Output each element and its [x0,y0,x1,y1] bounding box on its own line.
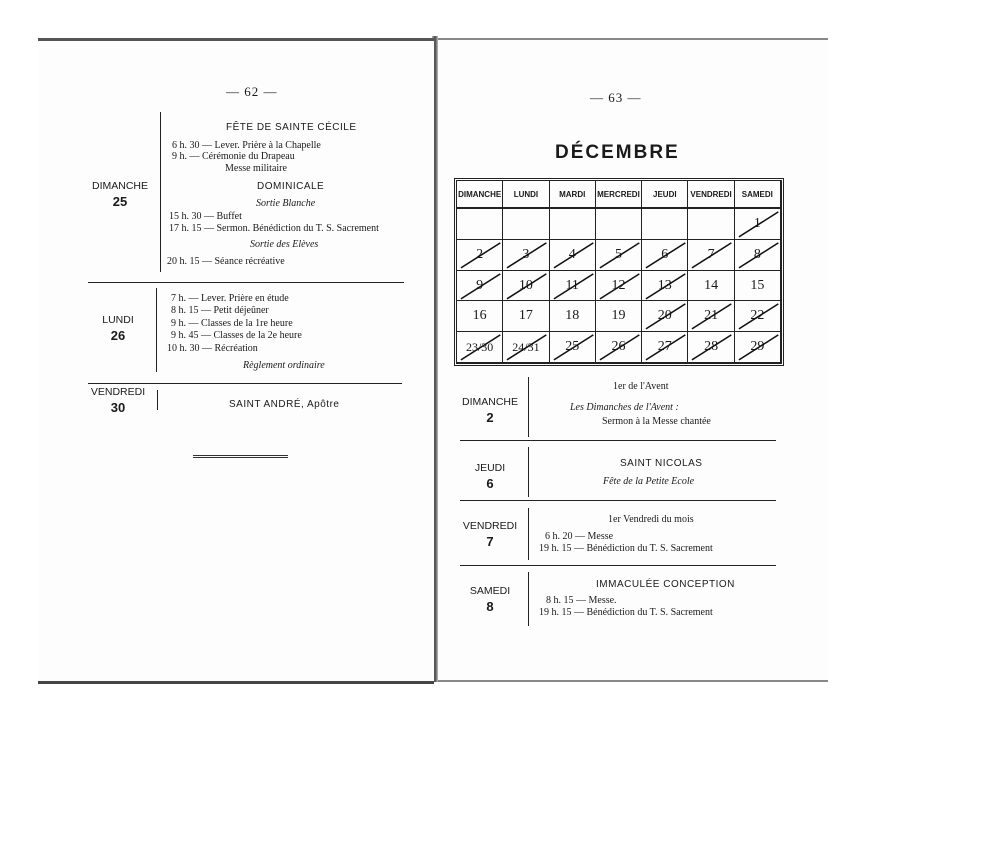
cross-out-mark [642,271,687,301]
cross-out-mark [457,271,502,301]
cross-out-mark [550,271,595,301]
section-rule [460,440,776,441]
day-label: SAMEDI 8 [469,585,511,614]
calendar-day-number: 15 [750,277,765,293]
schedule-line: 19 h. 15 — Bénédiction du T. S. Sacrement [539,543,713,554]
cross-out-mark [503,332,548,362]
schedule-line: 9 h. — Cérémonie du Drapeau [172,151,295,162]
event-heading: 1er de l'Avent [613,381,669,392]
cross-out-mark [596,271,641,301]
calendar-day-number: 17 [518,308,533,324]
calendar-day-number: 26 [611,339,626,355]
calendar-day-cell [596,240,642,271]
schedule-line: 20 h. 15 — Séance récréative [167,256,285,267]
calendar-day-number: 3 [522,246,530,262]
schedule-line: Les Dimanches de l'Avent : [570,402,679,413]
calendar-day-cell [688,209,734,240]
cross-out-mark [457,332,502,362]
calendar-day-cell [503,301,549,332]
calendar-day-number: 20 [657,308,672,324]
schedule-line: 8 h. 15 — Petit déjeûner [171,305,269,316]
calendar-day-cell [735,301,781,332]
calendar-day-number: 28 [704,339,719,355]
schedule-line: 9 h. — Classes de la 1re heure [171,318,293,329]
calendar-day-cell [642,240,688,271]
calendar-day-number: 21 [704,308,719,324]
cross-out-mark [688,240,733,270]
calendar-day-cell [642,209,688,240]
cross-out-mark [642,240,687,270]
calendar-day-number: 25 [565,339,580,355]
schedule-line: Messe militaire [225,163,287,174]
calendar-day-number: 19 [611,308,626,324]
cross-out-mark [735,332,780,362]
calendar-day-cell [642,332,688,363]
cross-out-mark [457,240,502,270]
calendar-day-cell [688,301,734,332]
calendar-day-cell [457,271,503,302]
left-page [38,38,434,684]
calendar-day-number: 16 [472,308,487,324]
cross-out-mark [503,240,548,270]
calendar-weekday-header: MARDI [550,181,596,209]
event-heading: SAINT ANDRÉ, Apôtre [229,399,340,410]
cross-out-mark [642,332,687,362]
calendar-day-cell [457,240,503,271]
calendar-day-cell [550,271,596,302]
calendar-weekday-header: DIMANCHE [457,181,503,209]
calendar-day-cell [457,332,503,363]
calendar-day-cell [550,209,596,240]
calendar-day-number: 14 [704,277,719,293]
event-heading: SAINT NICOLAS [620,458,703,469]
page-number-right: — 63 — [590,90,642,105]
event-heading: FÊTE DE SAINTE CÉCILE [226,122,357,133]
cross-out-mark [642,301,687,331]
calendar-day-cell [735,332,781,363]
calendar-day-number: 8 [753,246,761,262]
calendar-day-cell [503,271,549,302]
calendar-day-cell [503,209,549,240]
calendar-day-number: 4 [568,246,576,262]
entry-divider [160,112,161,272]
day-label: VENDREDI 30 [90,386,146,415]
calendar-day-number: 29 [750,339,765,355]
calendar-day-cell [688,271,734,302]
schedule-line: 17 h. 15 — Sermon. Bénédiction du T. S. Sacrement [169,223,379,234]
schedule-line: Fête de la Petite Ecole [603,476,695,487]
day-label: LUNDI 26 [102,314,134,343]
calendar-day-number: 22 [750,308,765,324]
cross-out-mark [735,301,780,331]
schedule-line: 6 h. 30 — Lever. Prière à la Chapelle [172,140,321,151]
cross-out-mark [550,240,595,270]
calendar-day-number: 18 [565,308,580,324]
schedule-line: 6 h. 20 — Messe [545,531,614,542]
calendar-day-number: 11 [565,277,579,293]
calendar-day-number: 23/30 [465,340,494,355]
calendar-day-number: 24/31 [512,340,540,355]
calendar-day-cell [642,271,688,302]
schedule-line: 7 h. — Lever. Prière en étude [171,293,289,304]
calendar-day-number: 5 [614,246,622,262]
calendar-day-number: 12 [611,277,626,293]
calendar-day-cell [550,301,596,332]
page-number-left: — 62 — [226,84,278,99]
cross-out-mark [735,240,780,270]
schedule-line: Règlement ordinaire [243,360,325,371]
calendar-month-title: DÉCEMBRE [555,142,680,163]
calendar-day-cell [688,332,734,363]
schedule-line: Sermon à la Messe chantée [602,416,711,427]
end-ornament-rule [193,455,288,458]
calendar-day-cell [503,332,549,363]
event-heading: DOMINICALE [257,181,325,192]
cross-out-mark [596,240,641,270]
section-rule [460,565,776,566]
calendar-day-cell [550,240,596,271]
calendar-day-number: 6 [661,246,669,262]
day-label: VENDREDI 7 [462,520,518,549]
calendar-day-cell [550,332,596,363]
cross-out-mark [688,332,733,362]
calendar-day-cell [503,240,549,271]
calendar-day-cell [688,240,734,271]
cross-out-mark [503,271,548,301]
month-calendar [454,178,784,366]
calendar-weekday-header: VENDREDI [688,181,734,209]
day-label: DIMANCHE 2 [461,396,518,425]
schedule-line: 9 h. 45 — Classes de la 2e heure [171,330,302,341]
day-label: DIMANCHE 25 [91,180,148,209]
cross-out-mark [735,209,780,239]
calendar-day-number: 10 [518,277,533,293]
cross-out-mark [688,301,733,331]
calendar-day-number: 7 [707,246,715,262]
calendar-day-number: 9 [476,277,484,293]
schedule-line: 8 h. 15 — Messe. [546,595,617,606]
calendar-weekday-header: LUNDI [503,181,549,209]
calendar-day-cell [735,209,781,240]
schedule-line: Sortie Blanche [256,198,316,209]
section-rule [88,282,404,283]
calendar-day-number: 13 [657,277,672,293]
calendar-day-number: 27 [657,339,672,355]
calendar-day-cell [642,301,688,332]
calendar-day-cell [596,271,642,302]
calendar-weekday-header: SAMEDI [735,181,781,209]
calendar-weekday-header: MERCREDI [596,181,642,209]
schedule-line: 10 h. 30 — Récréation [167,343,258,354]
schedule-line: Sortie des Elèves [250,239,319,250]
event-heading: IMMACULÉE CONCEPTION [596,579,735,590]
cross-out-mark [596,332,641,362]
cross-out-mark [550,332,595,362]
section-rule [460,500,776,501]
calendar-day-cell [596,332,642,363]
schedule-line: 19 h. 15 — Bénédiction du T. S. Sacrement [539,607,713,618]
calendar-day-cell [457,209,503,240]
calendar-day-cell [735,271,781,302]
calendar-day-cell [735,240,781,271]
day-label: JEUDI 6 [474,462,506,491]
calendar-weekday-header: JEUDI [642,181,688,209]
calendar-day-cell [596,301,642,332]
calendar-day-cell [596,209,642,240]
event-heading: 1er Vendredi du mois [608,514,694,525]
section-rule [88,383,402,384]
calendar-day-number: 2 [476,246,484,262]
schedule-line: 15 h. 30 — Buffet [169,211,242,222]
calendar-day-cell [457,301,503,332]
calendar-day-number: 1 [753,216,761,231]
